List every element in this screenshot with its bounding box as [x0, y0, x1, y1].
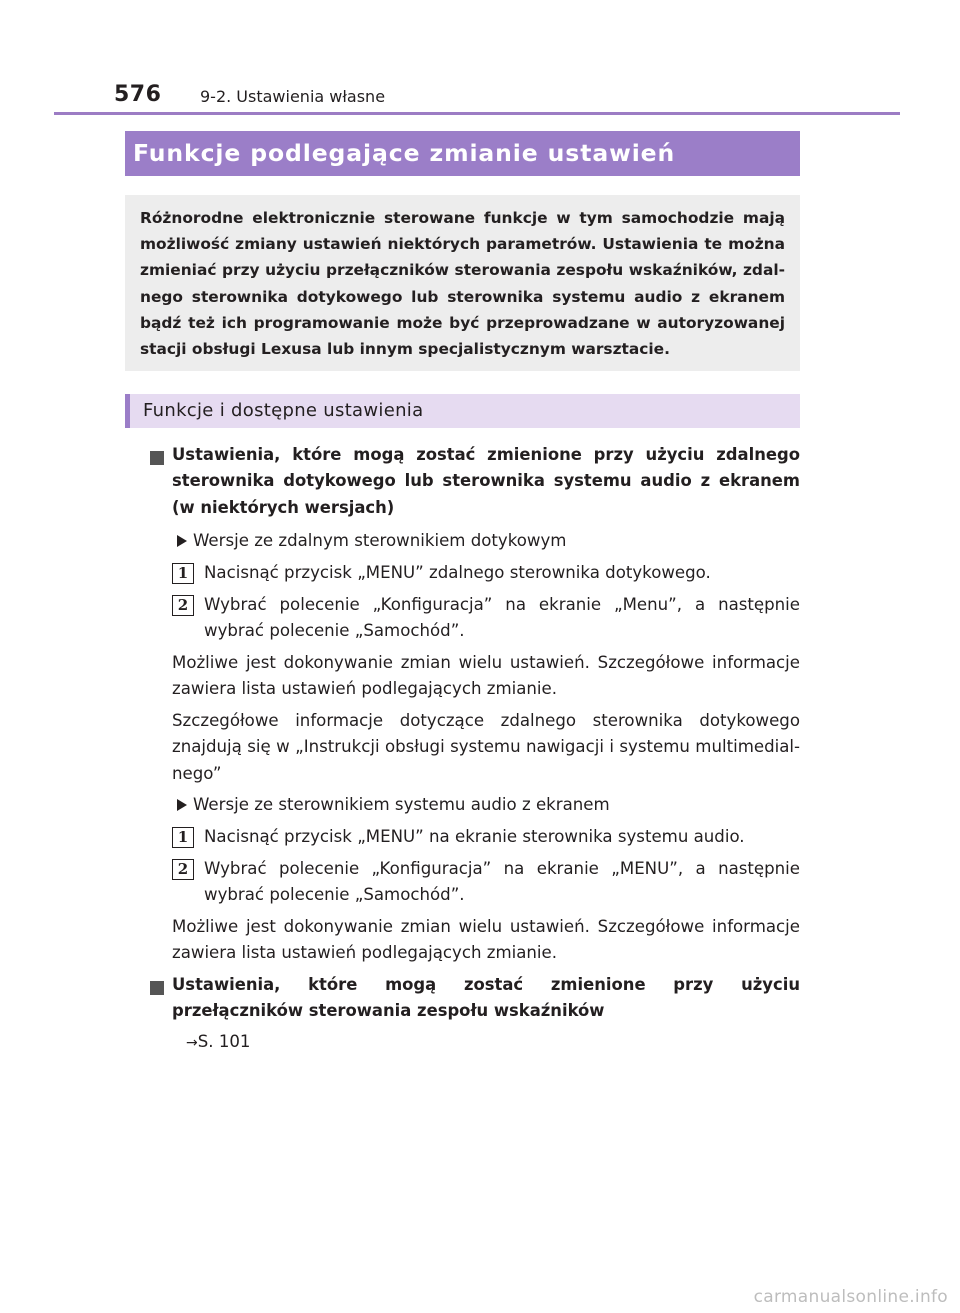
intro-text: Różnorodne elektronicznie sterowane funkcje w tym samochodzie mają możliwość zmiany ustawień niektórych parametrów. Ustawienia te można zmieniać przy użyciu przełączników sterowania zespołu wskaźników, zdalnego sterownika dotykowego lub sterownika systemu audio z ekranem bądź też ich programowanie może być przeprowadzane w autoryzowanej stacji obsługi Lexusa lub innym specjalistycznym warsztacie. [140, 209, 785, 359]
step-text: Wybrać polecenie „Konfiguracja” na ekranie „Menu”, a następnie wybrać polecenie „Samochód”. [204, 595, 800, 641]
step-number-badge: 2 [172, 595, 194, 616]
step-text: Nacisnąć przycisk „MENU” zdalnego sterownika dotykowego. [204, 563, 711, 582]
square-bullet-icon [150, 981, 164, 995]
triangle-bullet-icon [177, 799, 187, 811]
variant-a-label: Wersje ze zdalnym sterownikiem dotykowym [193, 531, 567, 550]
step-text: Nacisnąć przycisk „MENU” na ekranie sterownika systemu audio. [204, 827, 745, 846]
note-paragraph: Możliwe jest dokonywanie zmian wielu ustawień. Szczegółowe informacje zawiera lista ustawień podlegających zmianie. [172, 917, 800, 963]
step-number-badge: 1 [172, 827, 194, 848]
intro-box [125, 195, 800, 371]
step-text: Wybrać polecenie „Konfiguracja” na ekranie „MENU”, a następnie wybrać polecenie „Samochód”. [204, 859, 800, 905]
page-reference[interactable] [186, 1029, 251, 1056]
arrow-right-icon: → [186, 1035, 198, 1051]
step-number-badge: 2 [172, 859, 194, 880]
page-number: 576 [114, 82, 162, 107]
triangle-bullet-icon [177, 535, 187, 547]
subheading-bar [125, 394, 800, 428]
section2-heading: Ustawienia, które mogą zostać zmienione przy użyciu przełączników sterowania zespołu wskaźników [172, 975, 800, 1021]
section-reference: 9-2. Ustawienia własne [200, 87, 386, 106]
square-bullet-icon [150, 451, 164, 465]
subheading: Funkcje i dostępne ustawienia [143, 400, 424, 421]
title-bar [125, 131, 800, 176]
page-title: Funkcje podlegające zmianie ustawień [133, 139, 676, 167]
variant-b-label: Wersje ze sterownikiem systemu audio z ekranem [193, 795, 610, 814]
note-paragraph: Możliwe jest dokonywanie zmian wielu ustawień. Szczegółowe informacje zawiera lista ustawień podlegających zmianie. [172, 653, 800, 699]
step-number-badge: 1 [172, 563, 194, 584]
page-reference-text: S. 101 [197, 1032, 251, 1051]
note-paragraph: Szczegółowe informacje dotyczące zdalnego sterownika dotykowego znajdują się w „Instrukcji obsługi systemu nawigacji i systemu multimedialnego” [172, 711, 800, 783]
section1-heading: Ustawienia, które mogą zostać zmienione przy użyciu zdalnego sterownika dotykowego lub sterownika systemu audio z ekranem (w niektórych wersjach) [172, 445, 800, 517]
header-rule [54, 112, 900, 115]
watermark: carmanualsonline.info [753, 1287, 948, 1307]
